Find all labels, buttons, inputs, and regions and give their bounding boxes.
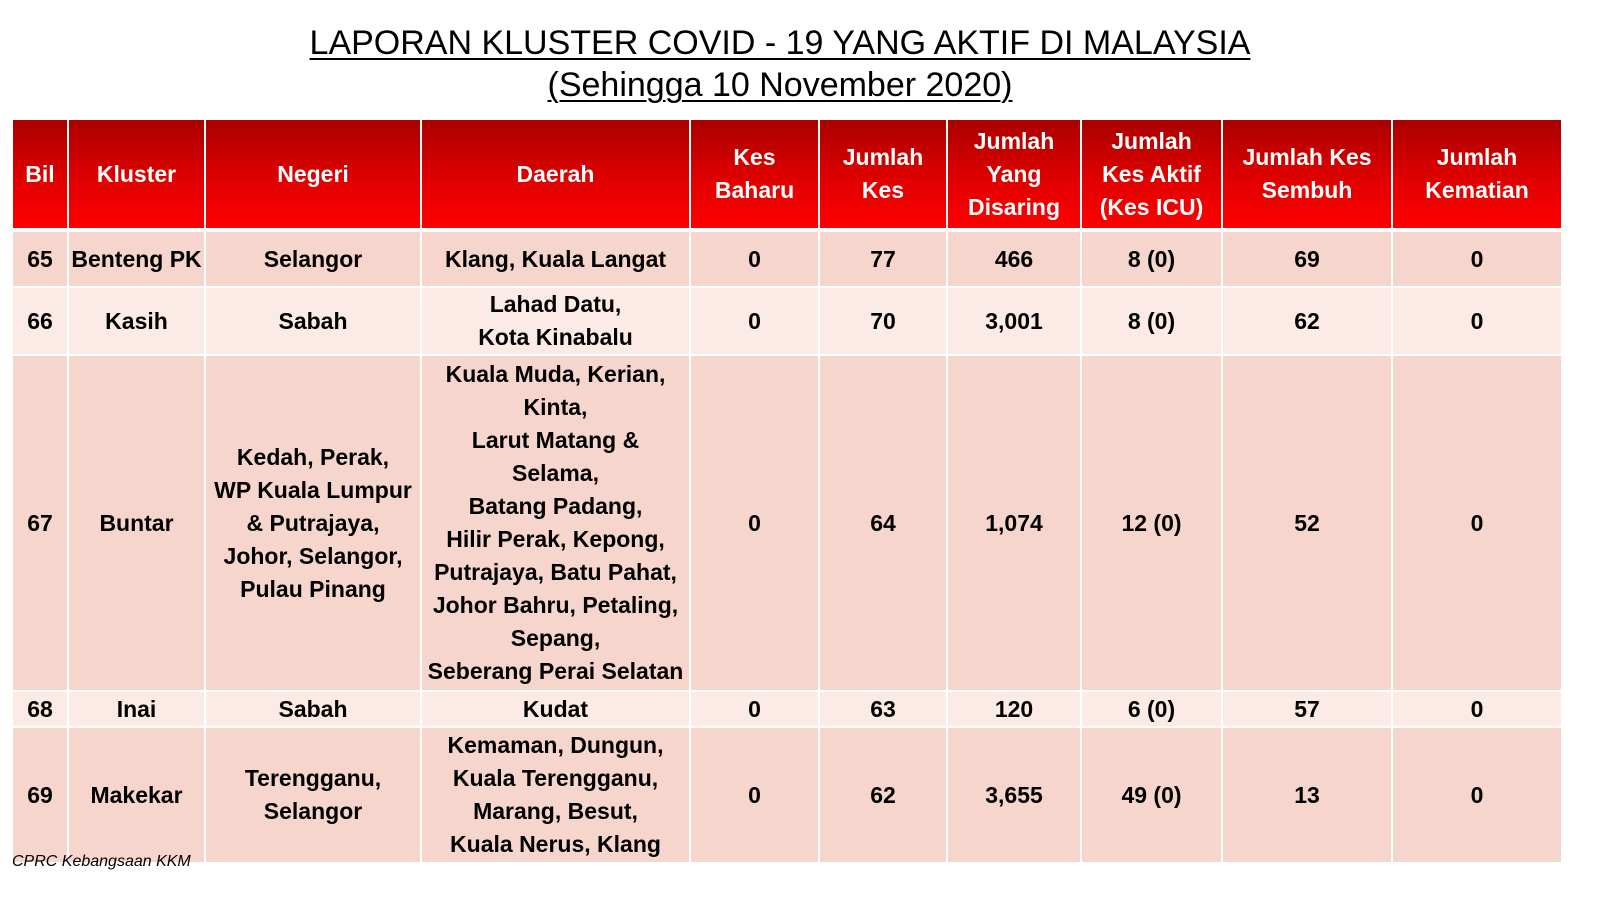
title-line-1: LAPORAN KLUSTER COVID - 19 YANG AKTIF DI MALAYSIA (309, 24, 1251, 62)
cell-kematian: 0 (1392, 727, 1562, 863)
cell-kes-baharu: 0 (690, 355, 819, 691)
cell-kes-sembuh: 62 (1222, 287, 1392, 355)
header-daerah: Daerah (421, 119, 690, 230)
cell-kes-baharu: 0 (690, 287, 819, 355)
cell-negeri: Selangor (205, 230, 421, 287)
cell-kluster: Kasih (68, 287, 205, 355)
cell-kematian: 0 (1392, 287, 1562, 355)
header-kes-baharu: Kes Baharu (690, 119, 819, 230)
header-bil: Bil (12, 119, 68, 230)
header-jumlah-kes: Jumlah Kes (819, 119, 947, 230)
cell-daerah: Kuala Muda, Kerian, Kinta, Larut Matang & Selama, Batang Padang, Hilir Perak, Kepong, Putrajaya, Batu Pahat, Johor Bahru, Petaling, Sepang, Seberang Perai Selatan (421, 355, 690, 691)
cell-kluster: Makekar (68, 727, 205, 863)
cell-jumlah-kes: 77 (819, 230, 947, 287)
cell-kes-aktif: 8 (0) (1081, 287, 1222, 355)
cell-kes-aktif: 49 (0) (1081, 727, 1222, 863)
cell-bil: 67 (12, 355, 68, 691)
report-title (0, 22, 1560, 106)
cell-bil: 68 (12, 691, 68, 727)
cell-kematian: 0 (1392, 355, 1562, 691)
cell-kes-sembuh: 57 (1222, 691, 1392, 727)
cell-bil: 69 (12, 727, 68, 863)
table-row (12, 230, 1562, 287)
cell-jumlah-kes: 63 (819, 691, 947, 727)
cell-kes-aktif: 8 (0) (1081, 230, 1222, 287)
cell-daerah: Kudat (421, 691, 690, 727)
cell-kes-aktif: 12 (0) (1081, 355, 1222, 691)
cell-bil: 65 (12, 230, 68, 287)
cell-daerah: Klang, Kuala Langat (421, 230, 690, 287)
header-kematian: Jumlah Kematian (1392, 119, 1562, 230)
cell-jumlah-disaring: 3,655 (947, 727, 1081, 863)
table-header-row (12, 119, 1562, 230)
cell-kes-baharu: 0 (690, 691, 819, 727)
cell-kes-sembuh: 52 (1222, 355, 1392, 691)
cell-kes-sembuh: 13 (1222, 727, 1392, 863)
cell-jumlah-disaring: 120 (947, 691, 1081, 727)
cell-negeri: Sabah (205, 691, 421, 727)
cell-kluster: Buntar (68, 355, 205, 691)
header-kluster: Kluster (68, 119, 205, 230)
cell-jumlah-disaring: 1,074 (947, 355, 1081, 691)
cell-kes-baharu: 0 (690, 230, 819, 287)
cell-kematian: 0 (1392, 230, 1562, 287)
table-row (12, 691, 1562, 727)
cell-daerah: Kemaman, Dungun, Kuala Terengganu, Marang, Besut, Kuala Nerus, Klang (421, 727, 690, 863)
cell-jumlah-kes: 70 (819, 287, 947, 355)
cell-daerah: Lahad Datu, Kota Kinabalu (421, 287, 690, 355)
cell-kematian: 0 (1392, 691, 1562, 727)
cell-negeri: Kedah, Perak, WP Kuala Lumpur & Putrajaya, Johor, Selangor, Pulau Pinang (205, 355, 421, 691)
title-line-2: (Sehingga 10 November 2020) (547, 66, 1013, 104)
header-jumlah-disaring: Jumlah Yang Disaring (947, 119, 1081, 230)
cell-kluster: Inai (68, 691, 205, 727)
source-note: CPRC Kebangsaan KKM (12, 853, 191, 870)
cell-negeri: Sabah (205, 287, 421, 355)
table-row (12, 355, 1562, 691)
cell-jumlah-disaring: 3,001 (947, 287, 1081, 355)
header-kes-sembuh: Jumlah Kes Sembuh (1222, 119, 1392, 230)
cluster-table (11, 118, 1563, 864)
header-negeri: Negeri (205, 119, 421, 230)
cell-kes-aktif: 6 (0) (1081, 691, 1222, 727)
table-row (12, 287, 1562, 355)
cell-negeri: Terengganu, Selangor (205, 727, 421, 863)
table-row (12, 727, 1562, 863)
cell-jumlah-kes: 62 (819, 727, 947, 863)
header-kes-aktif: Jumlah Kes Aktif (Kes ICU) (1081, 119, 1222, 230)
cell-bil: 66 (12, 287, 68, 355)
cell-jumlah-disaring: 466 (947, 230, 1081, 287)
cell-jumlah-kes: 64 (819, 355, 947, 691)
cell-kes-baharu: 0 (690, 727, 819, 863)
cell-kes-sembuh: 69 (1222, 230, 1392, 287)
cell-kluster: Benteng PK (68, 230, 205, 287)
